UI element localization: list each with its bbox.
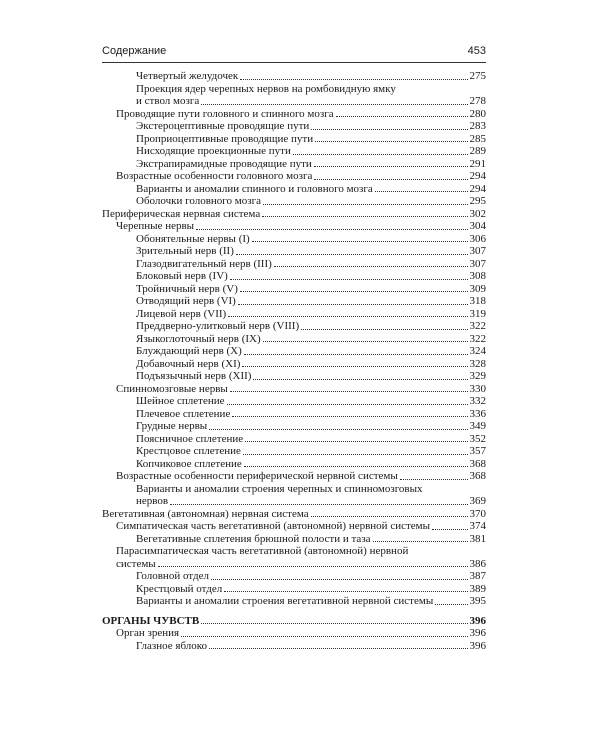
dot-leader — [236, 254, 468, 255]
toc-entry-title: Копчиковое сплетение — [136, 457, 242, 470]
toc-entry-title: Глазодвигательный нерв (III) — [136, 257, 272, 270]
toc-entry — [102, 320, 486, 333]
dot-leader — [196, 229, 467, 230]
toc-entry-page: 294 — [469, 182, 486, 195]
toc-entry-title: Плечевое сплетение — [136, 407, 231, 420]
toc-entry-title: Обонятельные нервы (I) — [136, 232, 250, 245]
toc-entry — [102, 570, 486, 583]
toc-entry-page: 322 — [469, 332, 486, 345]
toc-entry-title: Симпатическая часть вегетативной (автономной) нервной системы — [116, 520, 431, 532]
toc-entry-title: Вегетативная (автономная) нервная система — [102, 507, 309, 520]
toc-entry-title: Крестцовое сплетение — [136, 445, 241, 457]
toc-entry-page: 322 — [469, 320, 486, 332]
dot-leader — [244, 354, 468, 355]
toc-entry-title-line1: Парасимпатическая часть вегетативной (автономной) нервной — [116, 545, 409, 557]
toc-entry-title: Орган зрения — [116, 627, 180, 639]
toc-entry-page: 352 — [469, 432, 486, 445]
dot-leader — [315, 141, 467, 142]
toc-entry-page: 396 — [469, 614, 486, 627]
toc-entry-page: 308 — [469, 270, 486, 282]
dot-leader — [211, 579, 468, 580]
toc-entry — [102, 220, 486, 233]
toc-entry-title: Зрительный нерв (II) — [136, 245, 234, 257]
toc-entry — [102, 508, 486, 521]
toc-entry-page: 395 — [469, 595, 486, 607]
toc-entry-page: 374 — [469, 520, 486, 532]
dot-leader — [311, 129, 467, 130]
dot-leader — [373, 541, 468, 542]
dot-leader — [263, 204, 468, 205]
toc-entry — [102, 308, 486, 321]
toc-entry — [102, 158, 486, 171]
toc-entry-page: 389 — [469, 582, 486, 595]
toc-entry-title: Грудные нервы — [136, 420, 208, 432]
toc-entry — [102, 470, 486, 483]
toc-entry-page: 396 — [469, 639, 486, 652]
toc-entry — [102, 358, 486, 371]
toc-entry — [102, 195, 486, 208]
dot-leader — [201, 104, 467, 105]
toc-entry — [102, 258, 486, 271]
dot-leader — [181, 636, 467, 637]
toc-entry — [102, 458, 486, 471]
dot-leader — [244, 466, 468, 467]
toc-entry — [102, 145, 486, 158]
toc-entry — [102, 595, 486, 608]
dot-leader — [400, 479, 468, 480]
toc-entry-page: 307 — [469, 257, 486, 270]
toc-entry-page: 318 — [469, 295, 486, 307]
toc-entry — [102, 108, 486, 121]
toc-entry-title: Блоковый нерв (IV) — [136, 270, 228, 282]
toc-entry-title: Поясничное сплетение — [136, 432, 244, 445]
dot-leader — [209, 648, 467, 649]
toc-entry — [102, 283, 486, 296]
toc-entry-page: 294 — [469, 170, 486, 182]
toc-entry — [102, 545, 486, 570]
toc-entry — [102, 627, 486, 640]
toc-entry-title: Возрастные особенности периферической нервной системы — [116, 470, 398, 482]
toc-entry-title: ОРГАНЫ ЧУВСТВ — [102, 614, 200, 627]
dot-leader — [242, 366, 467, 367]
dot-leader — [432, 529, 467, 530]
toc-entry-page: 280 — [469, 107, 486, 120]
toc-entry-title: Вегетативные сплетения брюшной полости и таза — [136, 532, 371, 545]
toc-entry — [102, 345, 486, 358]
toc-entry-page: 396 — [469, 627, 486, 639]
toc-entry — [102, 83, 486, 108]
table-of-contents — [102, 70, 486, 652]
dot-leader — [232, 416, 467, 417]
toc-entry-title: и ствол мозга — [136, 95, 200, 107]
toc-entry-title: Варианты и аномалии спинного и головного мозга — [136, 182, 373, 195]
toc-entry-page: 386 — [469, 557, 486, 570]
toc-entry-title: Шейное сплетение — [136, 395, 225, 407]
toc-entry-page: 336 — [469, 407, 486, 420]
toc-entry-title: Варианты и аномалии строения вегетативной нервной системы — [136, 595, 434, 607]
toc-entry — [102, 183, 486, 196]
toc-entry-title-line1: Проекция ядер черепных нервов на ромбовидную ямку — [136, 82, 396, 95]
toc-entry-title: Нисходящие проекционные пути — [136, 145, 291, 157]
toc-entry-title: Глазное яблоко — [136, 639, 208, 652]
toc-entry-page: 329 — [469, 370, 486, 382]
toc-entry — [102, 395, 486, 408]
dot-leader — [301, 329, 467, 330]
toc-entry-page: 309 — [469, 282, 486, 295]
toc-entry-page: 368 — [469, 457, 486, 470]
toc-entry-page: 304 — [469, 220, 486, 232]
toc-entry — [102, 433, 486, 446]
toc-entry-page: 324 — [469, 345, 486, 357]
toc-entry-title: Экстероцептивные проводящие пути — [136, 120, 310, 132]
toc-entry-title: Четвертый желудочек — [136, 70, 239, 82]
toc-entry — [102, 295, 486, 308]
toc-entry-page: 328 — [469, 357, 486, 370]
toc-entry — [102, 370, 486, 383]
toc-entry-page: 283 — [469, 120, 486, 132]
toc-entry-title: Отводящий нерв (VI) — [136, 295, 236, 307]
toc-entry-page: 289 — [469, 145, 486, 157]
dot-leader — [228, 316, 467, 317]
dot-leader — [243, 454, 468, 455]
toc-entry-page: 368 — [469, 470, 486, 482]
toc-entry-title: Возрастные особенности головного мозга — [116, 170, 313, 182]
dot-leader — [263, 341, 468, 342]
toc-entry — [102, 70, 486, 83]
toc-entry-title: Спинномозговые нервы — [116, 382, 228, 395]
dot-leader — [336, 116, 468, 117]
toc-entry-title: Подъязычный нерв (XII) — [136, 370, 252, 382]
toc-entry — [102, 133, 486, 146]
toc-entry-title: Тройничный нерв (V) — [136, 282, 238, 295]
dot-leader — [240, 79, 467, 80]
toc-entry-page: 306 — [469, 232, 486, 245]
dot-leader — [158, 566, 468, 567]
dot-leader — [240, 291, 468, 292]
toc-entry-title: Периферическая нервная система — [102, 207, 261, 220]
toc-entry — [102, 408, 486, 421]
toc-entry — [102, 533, 486, 546]
toc-entry-title: Проприоцептивные проводящие пути — [136, 132, 314, 145]
running-header — [102, 44, 486, 63]
toc-entry-page: 349 — [469, 420, 486, 432]
toc-entry — [102, 208, 486, 221]
toc-entry — [102, 383, 486, 396]
toc-entry-page: 278 — [469, 95, 486, 107]
toc-entry-title: Головной отдел — [136, 570, 209, 582]
dot-leader — [224, 591, 467, 592]
toc-entry — [102, 445, 486, 458]
toc-entry-title-line1: Варианты и аномалии строения черепных и спинномозговых — [136, 482, 423, 495]
toc-entry-page: 330 — [469, 382, 486, 395]
toc-entry-page: 357 — [469, 445, 486, 457]
dot-leader — [227, 404, 468, 405]
toc-entry — [102, 583, 486, 596]
dot-leader — [314, 166, 468, 167]
toc-entry-page: 291 — [469, 157, 486, 170]
toc-entry — [102, 483, 486, 508]
toc-entry — [102, 170, 486, 183]
toc-entry — [102, 270, 486, 283]
toc-entry-page: 285 — [469, 132, 486, 145]
toc-entry-page: 275 — [469, 70, 486, 82]
toc-entry-title: Оболочки головного мозга — [136, 195, 261, 207]
dot-leader — [245, 441, 467, 442]
toc-entry-title: Блуждающий нерв (X) — [136, 345, 242, 357]
toc-entry — [102, 420, 486, 433]
toc-entry — [102, 245, 486, 258]
header-page-number: 453 — [467, 45, 486, 57]
toc-entry-page: 295 — [469, 195, 486, 207]
toc-entry — [102, 615, 486, 628]
toc-entry-page: 319 — [469, 307, 486, 320]
dot-leader — [311, 516, 468, 517]
toc-entry — [102, 333, 486, 346]
toc-entry — [102, 640, 486, 653]
toc-entry-title: Добавочный нерв (XI) — [136, 357, 241, 370]
toc-entry — [102, 520, 486, 533]
toc-entry-title: Крестцовый отдел — [136, 582, 223, 595]
dot-leader — [435, 604, 467, 605]
dot-leader — [230, 279, 468, 280]
dot-leader — [170, 504, 467, 505]
toc-entry-title: Проводящие пути головного и спинного мозга — [116, 107, 334, 120]
toc-entry-page: 302 — [469, 207, 486, 220]
dot-leader — [201, 623, 467, 624]
toc-entry — [102, 120, 486, 133]
toc-entry-title: Черепные нервы — [116, 220, 195, 232]
toc-entry-page: 369 — [469, 495, 486, 507]
toc-entry-title: системы — [116, 557, 156, 570]
toc-entry-page: 381 — [469, 532, 486, 545]
toc-entry-title: Языкоглоточный нерв (IX) — [136, 332, 261, 345]
toc-entry-title: Преддверно-улитковый нерв (VIII) — [136, 320, 300, 332]
dot-leader — [293, 154, 468, 155]
dot-leader — [314, 179, 467, 180]
dot-leader — [230, 391, 468, 392]
dot-leader — [253, 379, 467, 380]
toc-entry-page: 332 — [469, 395, 486, 407]
dot-leader — [274, 266, 468, 267]
dot-leader — [209, 429, 467, 430]
dot-leader — [262, 216, 467, 217]
header-section-title: Содержание — [102, 45, 167, 57]
toc-entry-page: 387 — [469, 570, 486, 582]
dot-leader — [238, 304, 468, 305]
toc-entry-title: Лицевой нерв (VII) — [136, 307, 227, 320]
toc-entry — [102, 233, 486, 246]
dot-leader — [252, 241, 468, 242]
toc-entry-title: нервов — [136, 495, 169, 507]
toc-entry-page: 370 — [469, 507, 486, 520]
dot-leader — [375, 191, 468, 192]
toc-entry-page: 307 — [469, 245, 486, 257]
toc-entry-title: Экстрапирамидные проводящие пути — [136, 157, 312, 170]
